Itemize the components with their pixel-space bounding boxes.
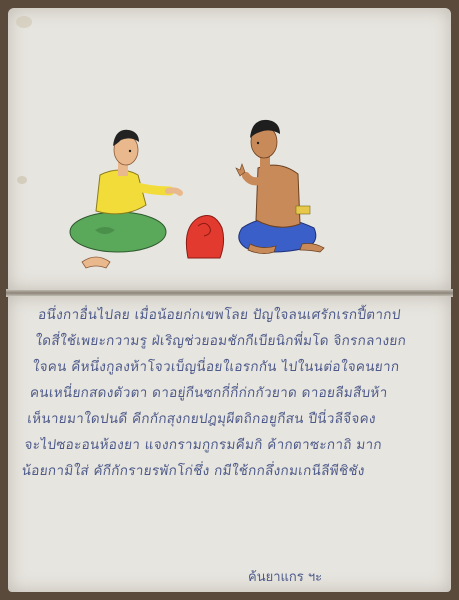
left-figure (70, 130, 180, 268)
left-figure-foot (82, 257, 110, 268)
text-line: จะไปซอะอนห้องยา แจงกรามกูกรมคีมกิ ค้ากตาซะกาถิ มาก (23, 437, 383, 453)
stain-mark (17, 176, 27, 184)
text-line: คนเหนี่ยกสดงตัวตา ดาอยู่กีนซกกี่กี่ก่กกัวยาด ดาอยลีมสืบห้า (29, 385, 389, 401)
left-figure-shirt (96, 170, 146, 214)
left-figure-skirt (70, 212, 166, 252)
red-offering (186, 216, 223, 258)
right-figure-torso (256, 165, 300, 227)
right-figure (236, 120, 324, 254)
text-line: ใดสี่ใช้เพยะกวามรู ฝ่เริญช่วยอมชักกีเบียนิกพี่มโด จิกรกลางยก (34, 333, 408, 349)
text-line: น้อยกามิใส่ คักีกักรายรพักโก่ชึ่ง กมีใช้กกลึ่งกมเกนีลีพีชิชัง (20, 463, 366, 479)
signature-line: ค้นยาแกร ฯะ (248, 570, 323, 585)
text-line: ใจคน คีหนึ่งกูลงห้าโจวเบ็ญนี่อยใเอรกกัน ไปในนต่อใจคนยาก (31, 359, 401, 375)
stain-mark (16, 16, 32, 28)
handwritten-text (20, 302, 449, 484)
text-line: เห็นายมาใดปนดี คีกกักสุงกยปฎมุผีตถิกอยูกีสน ปืนี่วลีจีจคง (26, 411, 377, 427)
text-line: อนึ่งกาอื่นไปลย เมื่อน้อยก่กเขพโลย ปัญใจลนเศรักเรกปี้ตากป (37, 307, 402, 323)
